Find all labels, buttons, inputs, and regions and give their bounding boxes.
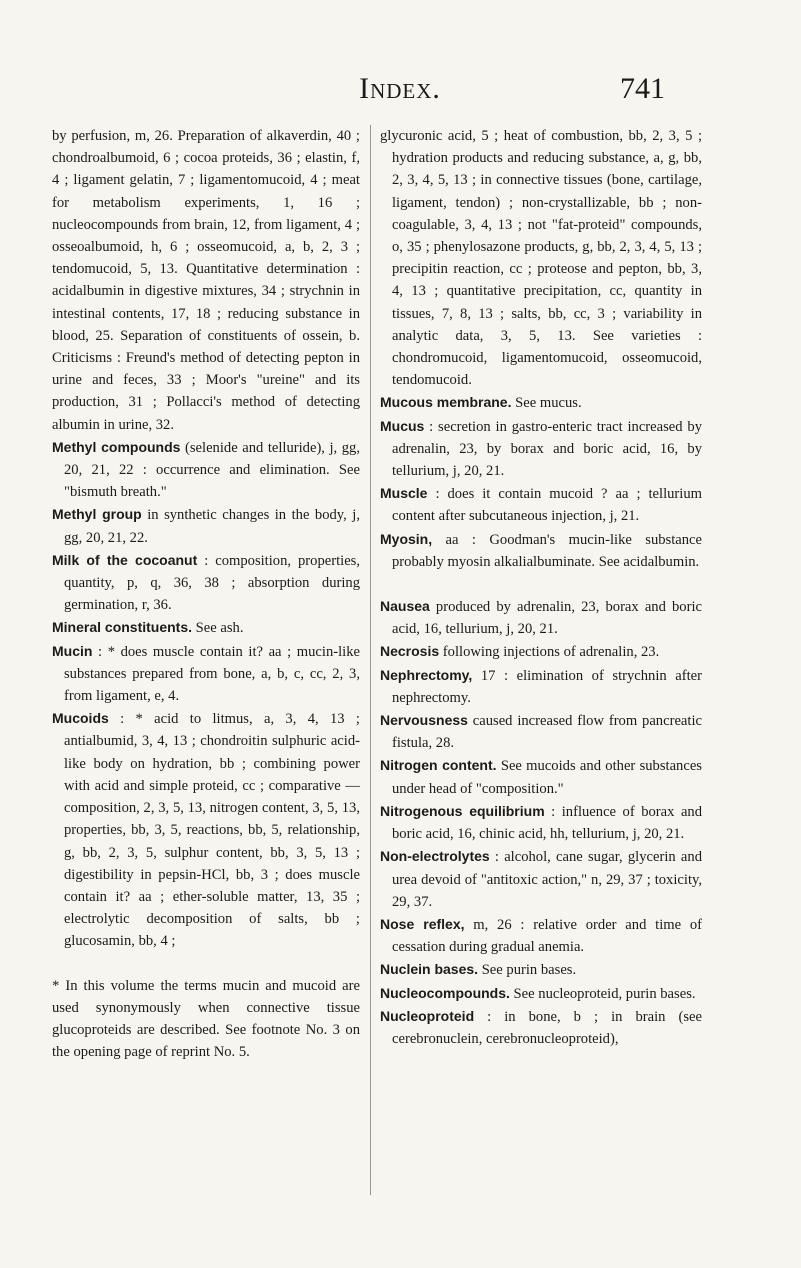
entry-heading: Nuclein bases.: [380, 961, 479, 978]
entry-heading: Nervousness: [380, 712, 468, 729]
entry-heading: Milk of the cocoanut: [52, 551, 198, 568]
entry-heading: Nucleocompounds.: [380, 984, 510, 1001]
entry-heading: Nephrectomy,: [380, 666, 473, 683]
entry-text: : in bone, b ; in brain (see cerebronuclein, cerebronucleoproteid),: [392, 1008, 702, 1047]
entry-text: : secretion in gastro-enteric tract increased by adrenalin, 23, by borax and boric acid, 16, by tellurium, j, 20, 21.: [392, 418, 702, 480]
entry-heading: Nucleoproteid: [380, 1007, 475, 1024]
entry-heading: Muscle: [380, 485, 428, 502]
running-title: Index.: [359, 72, 441, 105]
index-entry: [380, 958, 702, 981]
footnote: * In this volume the terms mucin and mucoid are used synonymously when connective tissue glucoproteids are described. See footnote No. 3 on the opening page of reprint No. 5.: [52, 977, 360, 1061]
entry-heading: Methyl compounds: [52, 438, 181, 455]
index-entry: [52, 616, 360, 639]
entry-text: See ash.: [192, 620, 244, 637]
entry-text: 17 : elimination of strychnin after nephrectomy.: [392, 667, 702, 706]
index-entry: [380, 982, 702, 1005]
entry-heading: Non-electrolytes: [380, 848, 490, 865]
entry-heading: Necrosis: [380, 643, 440, 660]
index-entry: [380, 595, 702, 640]
entry-text: See mucoids and other substances under head of "composition.": [392, 758, 702, 797]
entry-text: : alcohol, cane sugar, glycerin and urea devoid of "antitoxic action," n, 29, 37 ; toxicity, 29, 37.: [392, 849, 702, 910]
index-entry-continuation: by perfusion, m, 26. Preparation of alkaverdin, 40 ; chondroalbumoid, 6 ; cocoa proteids, 36 ; elastin, f, 4 ; ligament gelatin, 7 ; ligamentomucoid, 4 ; meat for metabolism experiments, 1, 16 ; nucleocompounds from brain, 12, from ligament, 4 ; osseoalbumoid, h, 6 ; osseomucoid, a, b, 2, 3 ; tendomucoid, 5, 13. Quantitative determination : acidalbumin in digestive mixtures, 34 ; strychnin in intestinal contents, 17, 18 ; reducing substance in blood, 25. Separation of constituents of ossein, b. Criticisms : Freund's method of detecting pepton in urine and feces, 33 ; Moor's "ureine" and its production, 31 ; Pollacci's method of detecting albumin in urine, 32.: [52, 128, 360, 433]
page-header: [0, 72, 801, 112]
left-column: [52, 125, 360, 1078]
entry-heading: Mucus: [380, 417, 425, 434]
entry-text: (selenide and telluride), j, gg, 20, 21, 22 : occurrence and elimination. See "bismuth breath.": [64, 439, 360, 501]
index-entry: [380, 709, 702, 754]
entry-text: following injections of adrenalin, 23.: [439, 644, 660, 661]
entry-heading: Methyl group: [52, 506, 142, 523]
index-entry-continuation: glycuronic acid, 5 ; heat of combustion, bb, 2, 3, 5 ; hydration products and reducing substance, a, g, bb, 2, 3, 4, 5, 13 ; in connective tissues (bone, cartilage, ligament, tendon) ; non-crystallizable, bb ; non-coagulable, 3, 4, 13 ; not "fat-proteid" compounds, o, 35 ; phenylosazone products, g, bb, 2, 3, 4, 5, 13 ; precipitin reaction, cc ; proteose and pepton, bb, 3, 4, 13 ; quantitative precipitation, cc, quantity in tissues, 7, 8, 13 ; salts, bb, cc, 3 ; variability in analytic data, 3, 5, 13. See varieties : chondromucoid, ligamentomucoid, osseomucoid, tendomucoid.: [380, 128, 702, 389]
entry-text: See mucus.: [511, 395, 582, 412]
index-entry: [52, 707, 360, 952]
index-entry: [380, 528, 702, 573]
entry-heading: Myosin,: [380, 530, 433, 547]
page-number: 741: [620, 72, 665, 105]
entry-text: in synthetic changes in the body, j, gg, 20, 21, 22.: [64, 507, 360, 546]
index-entry: [380, 482, 702, 527]
entry-text: : * acid to litmus, a, 3, 4, 13 ; antialbumid, 3, 4, 13 ; chondroitin sulphuric acid-like body on hydration, bb ; combining power with acid and simple proteid, cc ; comparative — composition, 2, 3, 5, 13, nitrogen content, 3, 5, 13, properties, bb, 3, 5, reactions, bb, 5, relationship, g, bb, 2, 3, 5, sulphur content, bb, 3, 5, 13 ; digestibility in pepsin-HCl, bb, 3 ; does muscle contain it? aa ; ether-soluble matter, 13, 35 ; electrolytic decomposition of salts, bb ; glucosamin, bb, 4 ;: [64, 711, 360, 950]
index-entry: [52, 640, 360, 708]
index-entry: [52, 436, 360, 504]
entry-heading: Nitrogenous equilibrium: [380, 802, 545, 819]
entry-text: : composition, properties, quantity, p, q, 36, 38 ; absorption during germination, r, 36.: [64, 552, 360, 614]
index-entry: [380, 391, 702, 414]
entry-heading: Mucous membrane.: [380, 394, 512, 411]
index-entry: [380, 800, 702, 845]
index-entry: [380, 640, 702, 663]
entry-text: : * does muscle contain it? aa ; mucin-like substances prepared from bone, a, b, c, cc, 2, 3, from ligament, e, 4.: [64, 643, 360, 705]
index-entry: [380, 415, 702, 483]
index-entry: [380, 1005, 702, 1050]
entry-text: produced by adrenalin, 23, borax and boric acid, 16, tellurium, j, 20, 21.: [392, 599, 702, 638]
column-divider: [370, 125, 371, 1195]
index-entry: [52, 549, 360, 617]
entry-text: caused increased flow from pancreatic fistula, 28.: [392, 713, 702, 752]
entry-text: m, 26 : relative order and time of cessation during gradual anemia.: [392, 916, 703, 956]
entry-text: See purin bases.: [478, 962, 577, 979]
entry-text: aa : Goodman's mucin-like substance probably myosin alkalialbuminate. See acidalbumin.: [392, 531, 702, 570]
entry-heading: Nausea: [380, 598, 430, 615]
right-column: [380, 125, 702, 1050]
index-entry: [52, 503, 360, 548]
entry-heading: Mucoids: [52, 710, 109, 727]
index-entry: [380, 754, 702, 799]
entry-heading: Mucin: [52, 642, 93, 659]
entry-text: See nucleoproteid, purin bases.: [509, 985, 696, 1002]
index-entry: [380, 664, 702, 709]
entry-heading: Mineral constituents.: [52, 619, 193, 636]
entry-heading: Nitrogen content.: [380, 757, 497, 774]
entry-text: : does it contain mucoid ? aa ; tellurium content after subcutaneous injection, j, 21.: [392, 486, 702, 525]
index-entry: [380, 845, 702, 913]
index-entry: [380, 913, 702, 958]
entry-heading: Nose reflex,: [380, 915, 465, 932]
entry-text: : influence of borax and boric acid, 16, chinic acid, hh, tellurium, j, 20, 21.: [392, 803, 703, 843]
